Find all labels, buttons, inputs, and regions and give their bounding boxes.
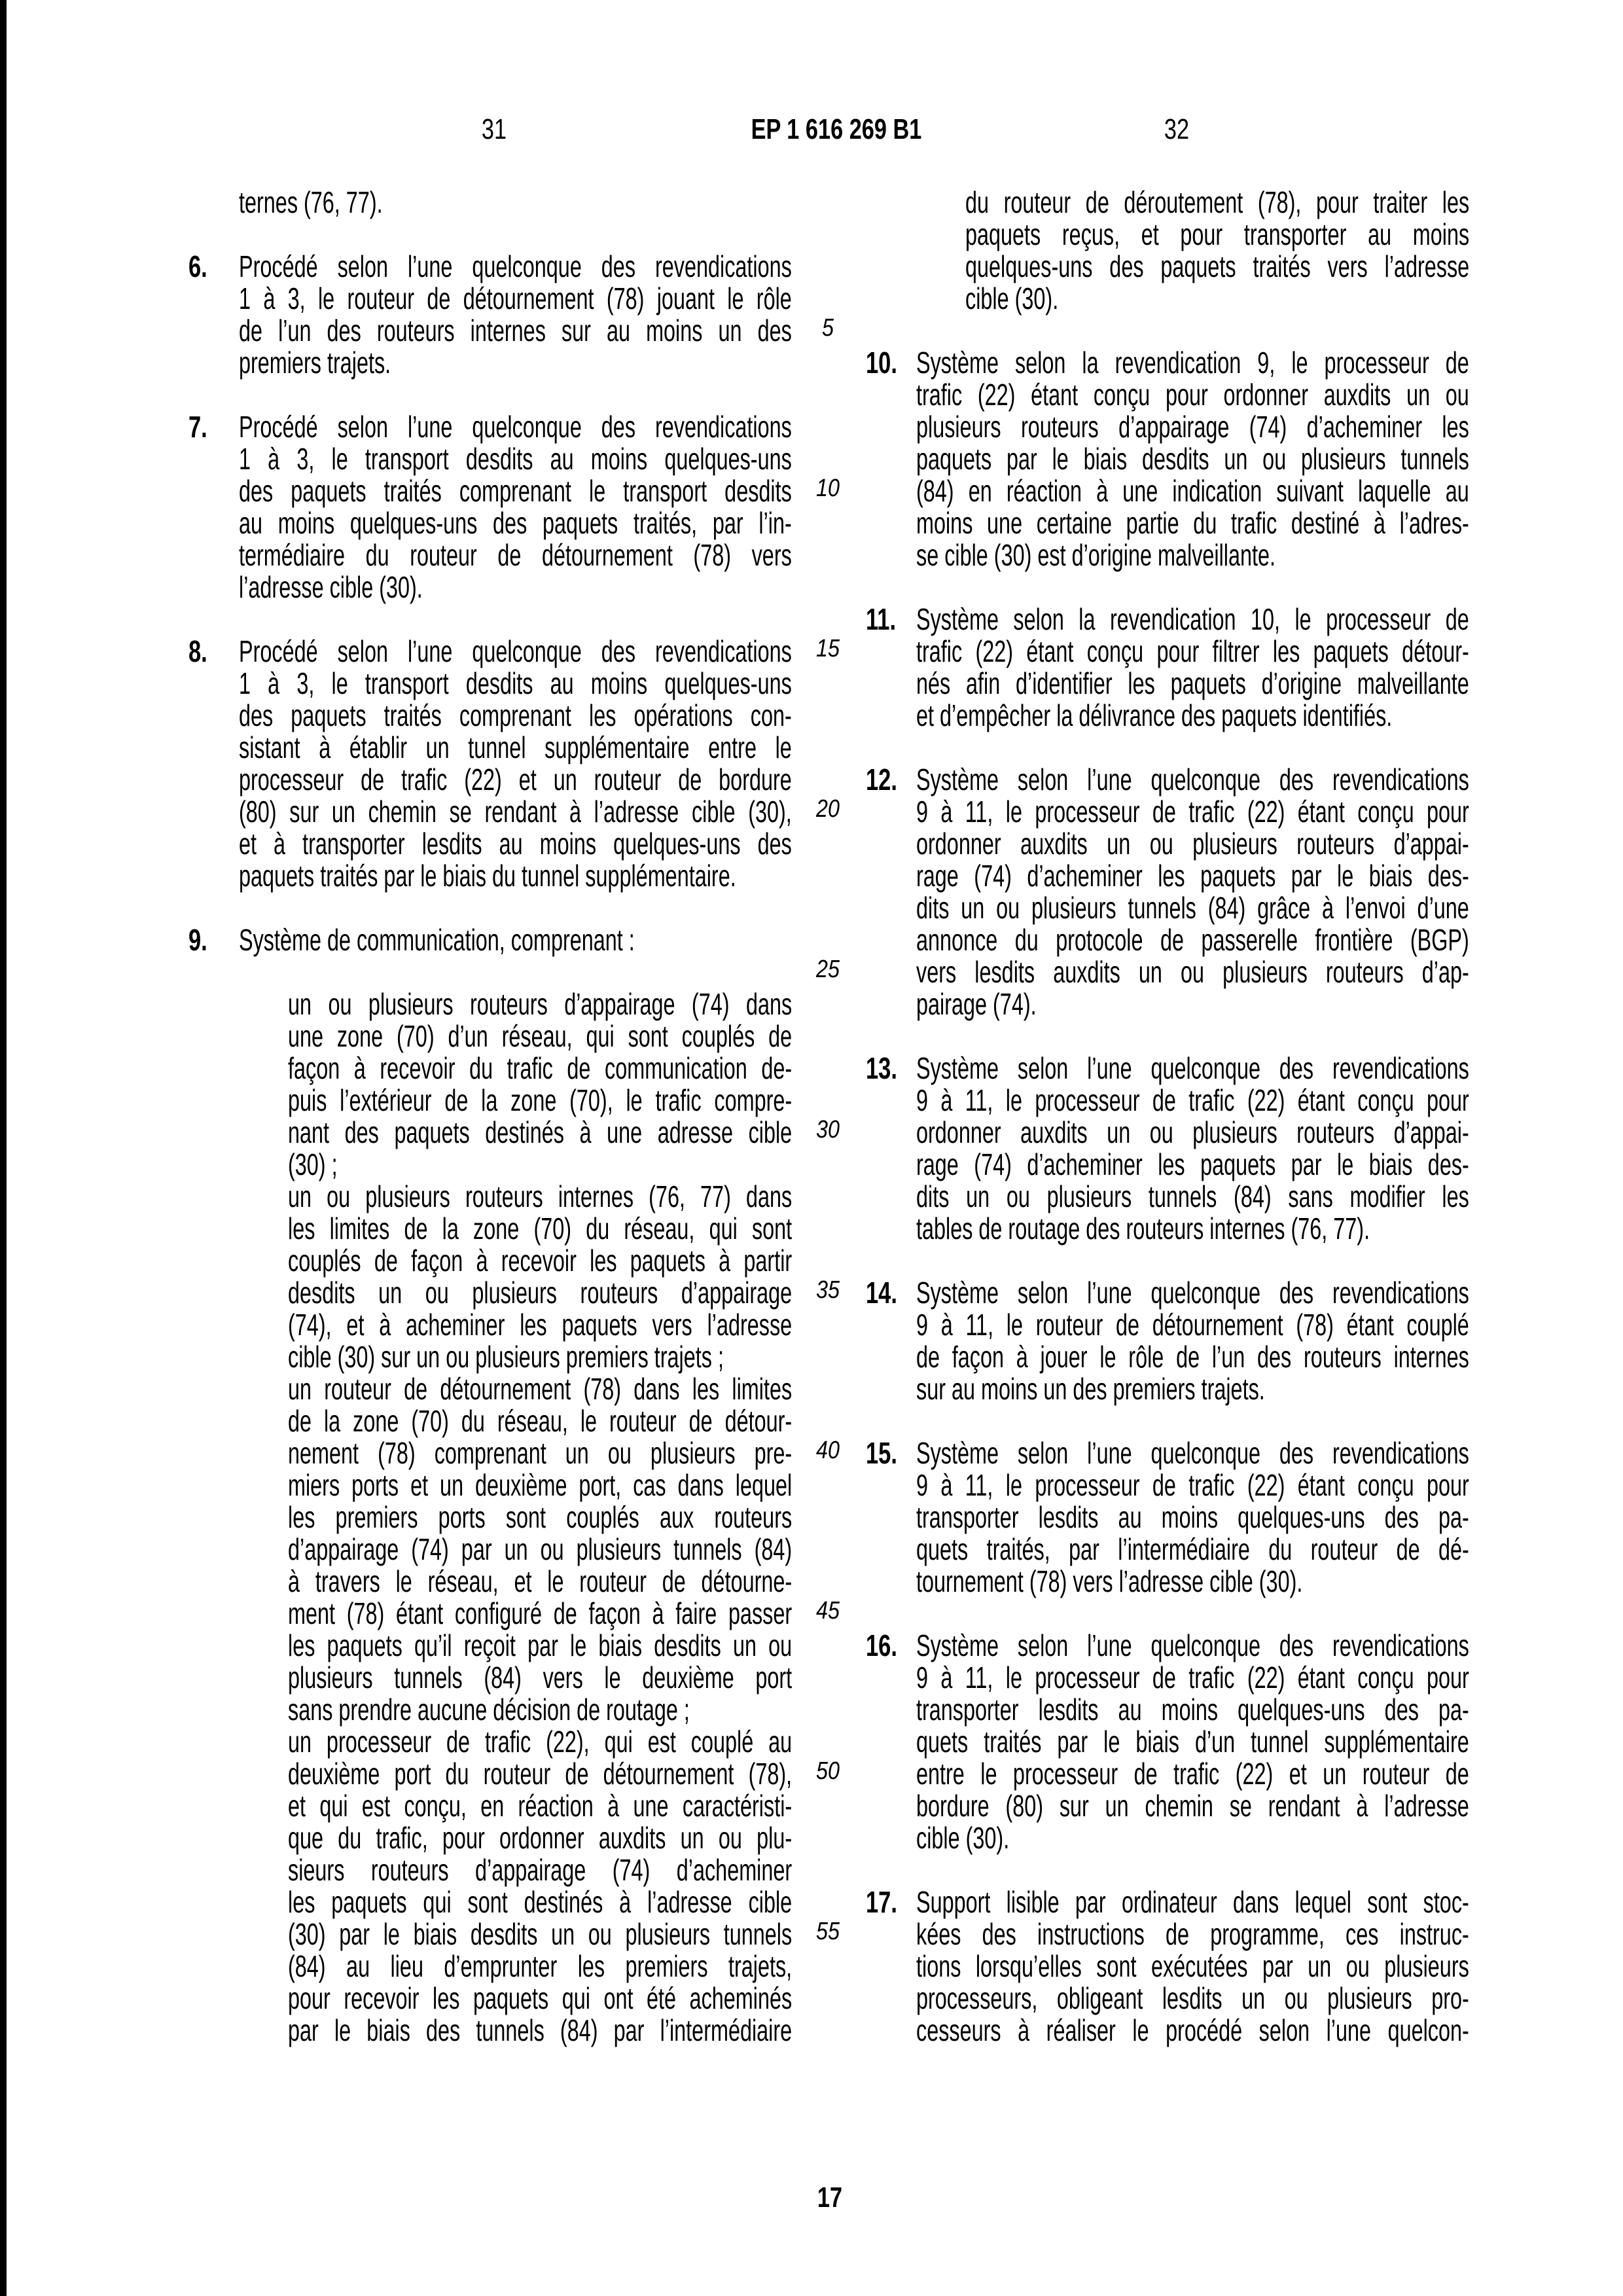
claim-13 <box>866 1051 1469 1246</box>
claim-text-line: Système selon l’une quelconque des revendications <box>916 1276 1469 1310</box>
claim-text-line: un routeur de détournement (78) dans les limites <box>288 1372 793 1406</box>
claim-number: 12. <box>866 762 897 797</box>
claim-text-line: rage (74) d’acheminer les paquets par le biais des- <box>916 1147 1469 1181</box>
claim-text-line: premiers trajets. <box>239 346 391 380</box>
left-column <box>188 185 793 2047</box>
claim-text-line: se cible (30) est d’origine malveillante. <box>916 538 1275 572</box>
claim-text-line: Système selon la revendication 9, le processeur de <box>916 346 1469 380</box>
claim-9-subparagraphs <box>288 988 792 2047</box>
footer-page-number: 17 <box>817 2181 843 2214</box>
claim-text-line: ternes (76, 77). <box>239 185 383 219</box>
right-column <box>866 185 1470 2047</box>
claim-text-line: (30) ; <box>288 1147 338 1181</box>
claim-text-line: sieurs routeurs d’appairage (74) d’acheminer <box>288 1853 793 1887</box>
claim-text-line: (84) en réaction à une indication suivant laquelle au <box>916 474 1469 508</box>
claim-text-line: processeurs, obligeant lesdits un ou plusieurs pro- <box>916 1981 1469 2015</box>
claim-text-line: les paquets qui sont destinés à l’adresse cible <box>288 1885 793 1919</box>
gutter-line-number: 45 <box>816 1597 840 1624</box>
claim-text-line: 9 à 11, le processeur de trafic (22) étant conçu pour <box>916 1083 1469 1117</box>
claim-text-line: transporter lesdits au moins quelques-uns des pa- <box>916 1500 1469 1534</box>
claim-text-line: paquets reçus, et pour transporter au moins <box>965 217 1470 251</box>
claim-text-line: que du trafic, pour ordonner auxdits un ou plu- <box>288 1821 793 1855</box>
claim-text-line: nant des paquets destinés à une adresse cible <box>288 1115 793 1149</box>
claim-text-line: processeur de trafic (22) et un routeur de bordure <box>239 762 792 797</box>
claim-text-line: trafic (22) étant conçu pour ordonner auxdits un ou <box>916 378 1469 412</box>
claim-text-line: 9 à 11, le routeur de détournement (78) étant couplé <box>916 1308 1469 1342</box>
claim-6 <box>188 249 792 380</box>
claim-text-line: vers lesdits auxdits un ou plusieurs routeurs d’ap- <box>916 955 1469 989</box>
claim-number: 8. <box>188 634 207 668</box>
claim-text-line: un processeur de trafic (22), qui est couplé au <box>288 1725 793 1759</box>
claim-text-line: cible (30). <box>916 1821 1010 1855</box>
claim-text-line: quets traités, par l’intermédiaire du routeur de dé- <box>916 1532 1469 1566</box>
claim-text-line: (30) par le biais desdits un ou plusieurs tunnels <box>288 1917 793 1951</box>
gutter-line-number: 50 <box>816 1757 840 1785</box>
claim-text-line: paquets traités par le biais du tunnel supplémentaire. <box>239 859 736 893</box>
claim-text-line: pairage (74). <box>916 987 1037 1021</box>
claim-text-line: du routeur de déroutement (78), pour traiter les <box>965 185 1470 219</box>
claim-text-line: termédiaire du routeur de détournement (78) vers <box>239 538 792 572</box>
claim-text-line: dits un ou plusieurs tunnels (84) sans modifier les <box>916 1179 1469 1213</box>
claim-text-line: entre le processeur de trafic (22) et un routeur de <box>916 1757 1469 1791</box>
claim-9 <box>188 923 792 957</box>
claim-text-line: les paquets qu’il reçoit par le biais desdits un ou <box>288 1628 793 1662</box>
claim-text-line: (80) sur un chemin se rendant à l’adresse cible (30), <box>239 795 792 829</box>
claim-text-line: Système selon l’une quelconque des revendications <box>916 1051 1469 1085</box>
right-column-continuation-paragraph <box>965 187 1469 315</box>
claim-text-line: deuxième port du routeur de détournement (78), <box>288 1757 793 1791</box>
claim-number: 10. <box>866 346 897 380</box>
claim-text-line: tables de routage des routeurs internes (76, 77). <box>916 1211 1370 1246</box>
claim-text-line: puis l’extérieur de la zone (70), le trafic compre- <box>288 1083 793 1117</box>
claim-text-line: paquets par le biais desdits un ou plusieurs tunnels <box>916 442 1469 476</box>
header-right-page-number: 32 <box>1164 113 1190 145</box>
claim-text-line: (74), et à acheminer les paquets vers l’adresse <box>288 1308 793 1342</box>
gutter-line-number: 30 <box>816 1116 840 1143</box>
claim-text-line: kées des instructions de programme, ces instruc- <box>916 1917 1469 1951</box>
claim-text-line: des paquets traités comprenant les opérations con- <box>239 698 792 732</box>
claim-text-line: nés afin d’identifier les paquets d’origine malveillante <box>916 666 1469 700</box>
claim-text-line: 1 à 3, le routeur de détournement (78) jouant le rôle <box>239 281 792 315</box>
claim-text-line: quets traités par le biais d’un tunnel supplémentaire <box>916 1725 1469 1759</box>
claim-text-line: moins une certaine partie du trafic destiné à l’adres- <box>916 506 1469 540</box>
claim-text-line: cesseurs à réaliser le procédé selon l’une quelcon- <box>916 2013 1469 2047</box>
claim-text-line: sur au moins un des premiers trajets. <box>916 1372 1265 1406</box>
claim-text-line: à travers le réseau, et le routeur de détourne- <box>288 1564 793 1598</box>
claim-number: 15. <box>866 1436 897 1470</box>
claim-text-line: et d’empêcher la délivrance des paquets identifiés. <box>916 698 1393 732</box>
claim-number: 6. <box>188 249 207 283</box>
claim-text-line: 1 à 3, le transport desdits au moins quelques-uns <box>239 442 792 476</box>
claim-text-line: desdits un ou plusieurs routeurs d’appairage <box>288 1276 793 1310</box>
claim-text-line: des paquets traités comprenant le transport desdits <box>239 474 792 508</box>
claim-text-line: un ou plusieurs routeurs d’appairage (74) dans <box>288 987 793 1021</box>
claim-text-line: Système selon l’une quelconque des revendications <box>916 1436 1469 1470</box>
claim-number: 13. <box>866 1051 897 1085</box>
header-left-page-number: 31 <box>481 113 507 145</box>
claim-text-line: plusieurs routeurs d’appairage (74) d’acheminer les <box>916 410 1469 444</box>
claim-text-line: de façon à jouer le rôle de l’un des routeurs internes <box>916 1340 1469 1374</box>
claim-14 <box>866 1276 1469 1406</box>
claim-12 <box>866 762 1469 1021</box>
claim-text-line: par le biais des tunnels (84) par l’intermédiaire <box>288 2013 793 2047</box>
claim-text-line: quelques-uns des paquets traités vers l’adresse <box>965 249 1470 283</box>
claim-text-line: rage (74) d’acheminer les paquets par le biais des- <box>916 859 1469 893</box>
claim-text-line: ordonner auxdits un ou plusieurs routeurs d’appai- <box>916 1115 1469 1149</box>
claim-text-line: de l’un des routeurs internes sur au moins un des <box>239 314 792 348</box>
gutter-line-number: 55 <box>816 1918 840 1945</box>
claim-text-line: ment (78) étant configuré de façon à faire passer <box>288 1596 793 1630</box>
claim-text-line: 9 à 11, le processeur de trafic (22) étant conçu pour <box>916 1468 1469 1502</box>
claim-17 <box>866 1885 1469 2047</box>
claim-text-line: l’adresse cible (30). <box>239 570 423 604</box>
claim-text-line: sistant à établir un tunnel supplémentaire entre le <box>239 730 792 764</box>
claim-text-line: 1 à 3, le transport desdits au moins quelques-uns <box>239 666 792 700</box>
gutter-line-number: 5 <box>822 314 834 342</box>
claim-number: 14. <box>866 1276 897 1310</box>
claim-text-line: ordonner auxdits un ou plusieurs routeurs d’appai- <box>916 827 1469 861</box>
claim-number: 16. <box>866 1628 897 1662</box>
claim-text-line: plusieurs tunnels (84) vers le deuxième port <box>288 1660 793 1695</box>
claim-text-line: façon à recevoir du trafic de communication de- <box>288 1051 793 1085</box>
gutter-line-number: 40 <box>816 1437 840 1464</box>
claim-text-line: Procédé selon l’une quelconque des revendications <box>239 249 792 283</box>
claim-text-line: Système selon l’une quelconque des revendications <box>916 762 1469 797</box>
claim-text-line: au moins quelques-uns des paquets traités, par l’in- <box>239 506 792 540</box>
gutter-line-number: 10 <box>816 475 840 502</box>
gutter-line-number: 20 <box>816 795 840 823</box>
claim-text-line: pour recevoir les paquets qui ont été acheminés <box>288 1981 793 2015</box>
claim-text-line: dits un ou plusieurs tunnels (84) grâce à l’envoi d’une <box>916 891 1469 925</box>
claim-text-line: de la zone (70) du réseau, le routeur de détour- <box>288 1404 793 1438</box>
claim-text-line: Procédé selon l’une quelconque des revendications <box>239 634 792 668</box>
claim-text-line: une zone (70) d’un réseau, qui sont couplés de <box>288 1019 793 1053</box>
claim-text-line: cible (30) sur un ou plusieurs premiers trajets ; <box>288 1340 724 1374</box>
claim-7 <box>188 410 792 604</box>
claim-text-line: bordure (80) sur un chemin se rendant à l’adresse <box>916 1789 1469 1823</box>
claim-text-line: sans prendre aucune décision de routage ; <box>288 1693 690 1727</box>
claim-text-line: 9 à 11, le processeur de trafic (22) étant conçu pour <box>916 795 1469 829</box>
gutter-line-number: 15 <box>816 635 840 662</box>
claim-number: 9. <box>188 923 207 957</box>
claim-text-line: et à transporter lesdits au moins quelques-uns des <box>239 827 792 861</box>
claim-text-line: couplés de façon à recevoir les paquets à partir <box>288 1244 793 1278</box>
claim-10 <box>866 346 1469 572</box>
claim-8 <box>188 634 792 893</box>
gutter-line-number: 35 <box>816 1276 840 1304</box>
claim-text-line: annonce du protocole de passerelle frontière (BGP) <box>916 923 1469 957</box>
scan-edge-artifact <box>0 0 7 2296</box>
claim-text-line: nement (78) comprenant un ou plusieurs pre- <box>288 1436 793 1470</box>
claim-number: 7. <box>188 410 207 444</box>
claim-text-line: les limites de la zone (70) du réseau, qui sont <box>288 1211 793 1246</box>
claim-text-line: un ou plusieurs routeurs internes (76, 77) dans <box>288 1179 793 1213</box>
claim-text-line: (84) au lieu d’emprunter les premiers trajets, <box>288 1949 793 1983</box>
claim-text-line: Système de communication, comprenant : <box>239 923 635 957</box>
claim-text-line: Support lisible par ordinateur dans lequel sont stoc- <box>916 1885 1469 1919</box>
claim-text-line: tions lorsqu’elles sont exécutées par un ou plusieurs <box>916 1949 1469 1983</box>
claim-number: 11. <box>866 602 897 636</box>
claim-text-line: cible (30). <box>965 281 1059 315</box>
gutter-line-number: 25 <box>816 956 840 983</box>
claim-15 <box>866 1436 1469 1598</box>
claim-text-line: Système selon la revendication 10, le processeur de <box>916 602 1469 636</box>
claim-text-line: tournement (78) vers l’adresse cible (30). <box>916 1564 1303 1598</box>
claim-number: 17. <box>866 1885 897 1919</box>
claim-text-line: Procédé selon l’une quelconque des revendications <box>239 410 792 444</box>
claim-11 <box>866 602 1469 732</box>
claim-text-line: Système selon l’une quelconque des revendications <box>916 1628 1469 1662</box>
claim-text-line: les premiers ports sont couplés aux routeurs <box>288 1500 793 1534</box>
claim-text-line: 9 à 11, le processeur de trafic (22) étant conçu pour <box>916 1660 1469 1695</box>
claim-text-line: trafic (22) étant conçu pour filtrer les paquets détour- <box>916 634 1469 668</box>
header-doc-number: EP 1 616 269 B1 <box>751 113 922 145</box>
left-column-continuation-paragraph <box>239 187 792 219</box>
claim-16 <box>866 1628 1469 1855</box>
claim-text-line: transporter lesdits au moins quelques-uns des pa- <box>916 1693 1469 1727</box>
claim-text-line: d’appairage (74) par un ou plusieurs tunnels (84) <box>288 1532 793 1566</box>
claim-text-line: et qui est conçu, en réaction à une caractéristi- <box>288 1789 793 1823</box>
claim-text-line: miers ports et un deuxième port, cas dans lequel <box>288 1468 793 1502</box>
